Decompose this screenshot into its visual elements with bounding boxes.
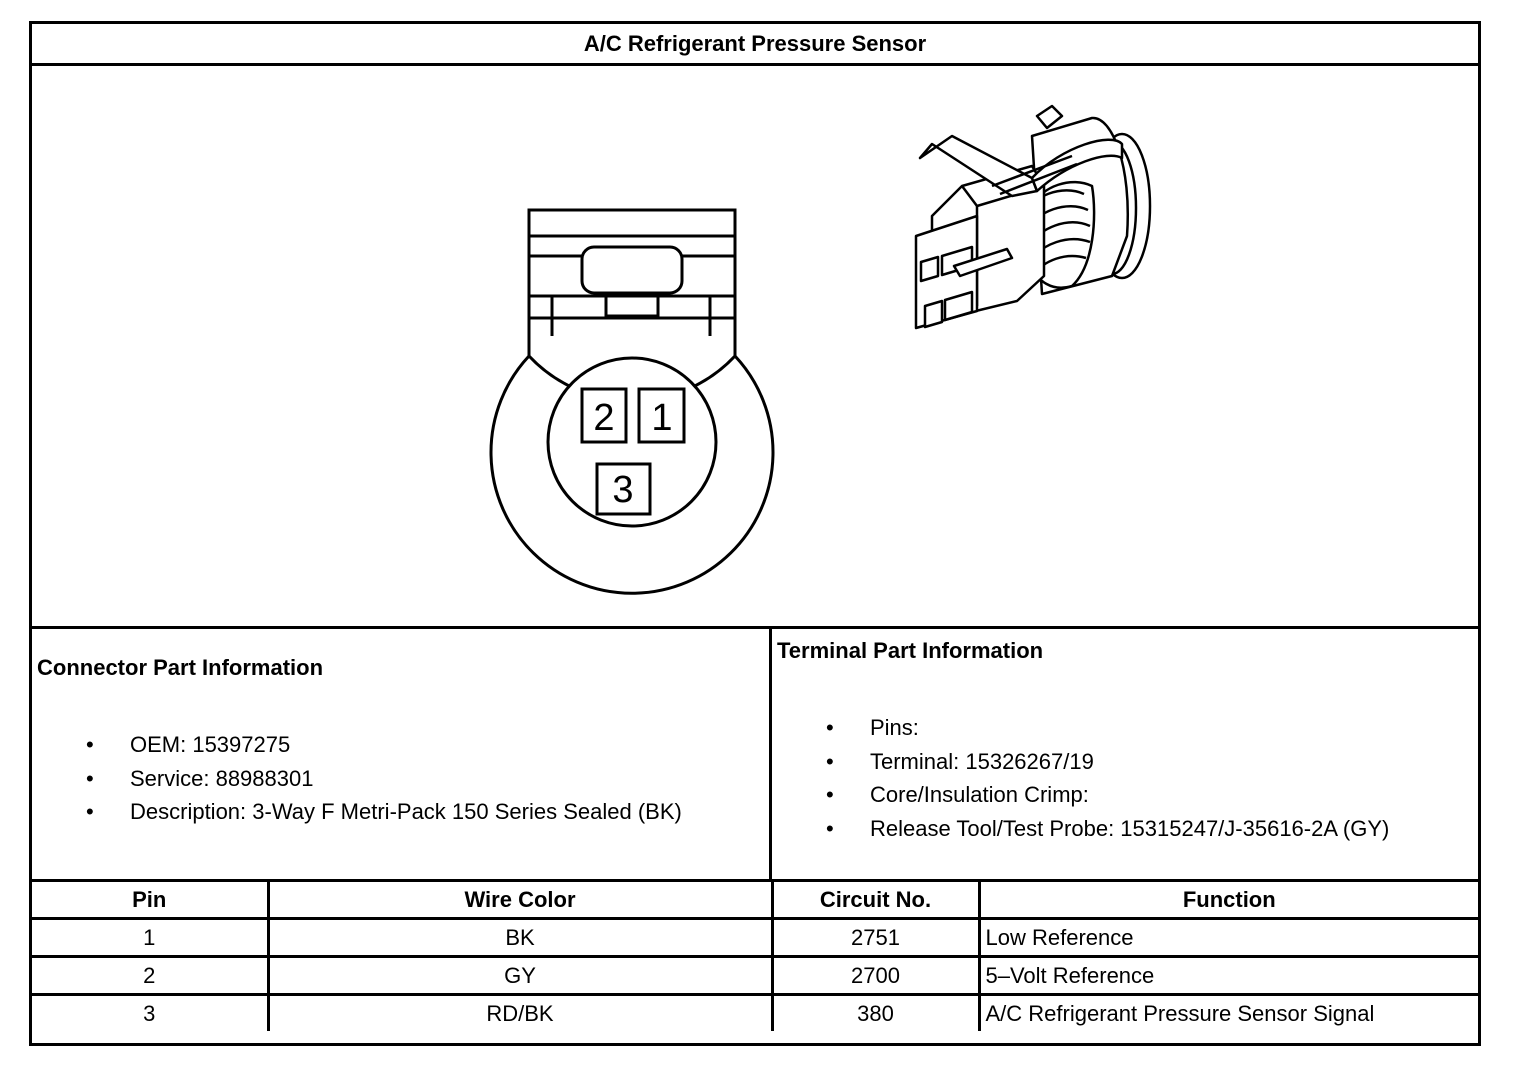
connector-sheet [29,21,1481,1046]
connector-part-info [32,629,772,879]
terminal-info-heading: Terminal Part Information [777,638,1044,663]
table-row [32,957,1478,995]
part-info-row [32,629,1478,882]
cavity-label: 2 [593,397,615,439]
terminal-part-info [772,629,1481,879]
bullet-icon: • [86,732,94,757]
bullet-icon: • [826,815,834,841]
column-header-function: Function [979,882,1478,919]
connector-drawings [32,66,1478,626]
connector-face-view [491,210,773,593]
column-header-circuit-no: Circuit No. [772,882,979,919]
cavity-label: 1 [651,397,673,439]
table-header-row [32,882,1478,919]
table-row [32,995,1478,1032]
bullet-icon: • [826,782,834,807]
cell-function: 5–Volt Reference [979,957,1478,995]
cell-pin: 1 [32,919,268,957]
cell-pin: 2 [32,957,268,995]
pin-table [32,882,1478,1031]
cell-pin: 3 [32,995,268,1032]
list-item-text: Terminal: 15326267/19 [870,748,1094,774]
cell-function: A/C Refrigerant Pressure Sensor Signal [979,995,1478,1032]
cavity-label: 3 [612,469,634,511]
cell-circuit-no: 2751 [772,919,979,957]
table-row [32,919,1478,957]
list-item-text: Release Tool/Test Probe: 15315247/J-35616-2A (GY) [870,815,1390,841]
connector-3d-view [916,66,1150,328]
cell-circuit-no: 380 [772,995,979,1032]
cell-circuit-no: 2700 [772,957,979,995]
column-header-wire-color: Wire Color [268,882,772,919]
connector-info-heading: Connector Part Information [37,655,324,680]
list-item-text: OEM: 15397275 [130,732,291,757]
bullet-icon: • [86,799,94,824]
list-item-text: Service: 88988301 [130,765,314,791]
bullet-icon: • [86,765,94,791]
diagram-area [32,66,1478,629]
cell-function: Low Reference [979,919,1478,957]
list-item-text: Description: 3-Way F Metri-Pack 150 Series Sealed (BK) [130,799,682,824]
cell-wire-color: BK [268,919,772,957]
column-header-pin: Pin [32,882,268,919]
list-item-text: Pins: [870,715,919,740]
page-title: A/C Refrigerant Pressure Sensor [32,24,1478,66]
cell-wire-color: GY [268,957,772,995]
bullet-icon: • [826,748,834,774]
list-item-text: Core/Insulation Crimp: [870,782,1089,807]
cell-wire-color: RD/BK [268,995,772,1032]
bullet-icon: • [826,715,834,740]
